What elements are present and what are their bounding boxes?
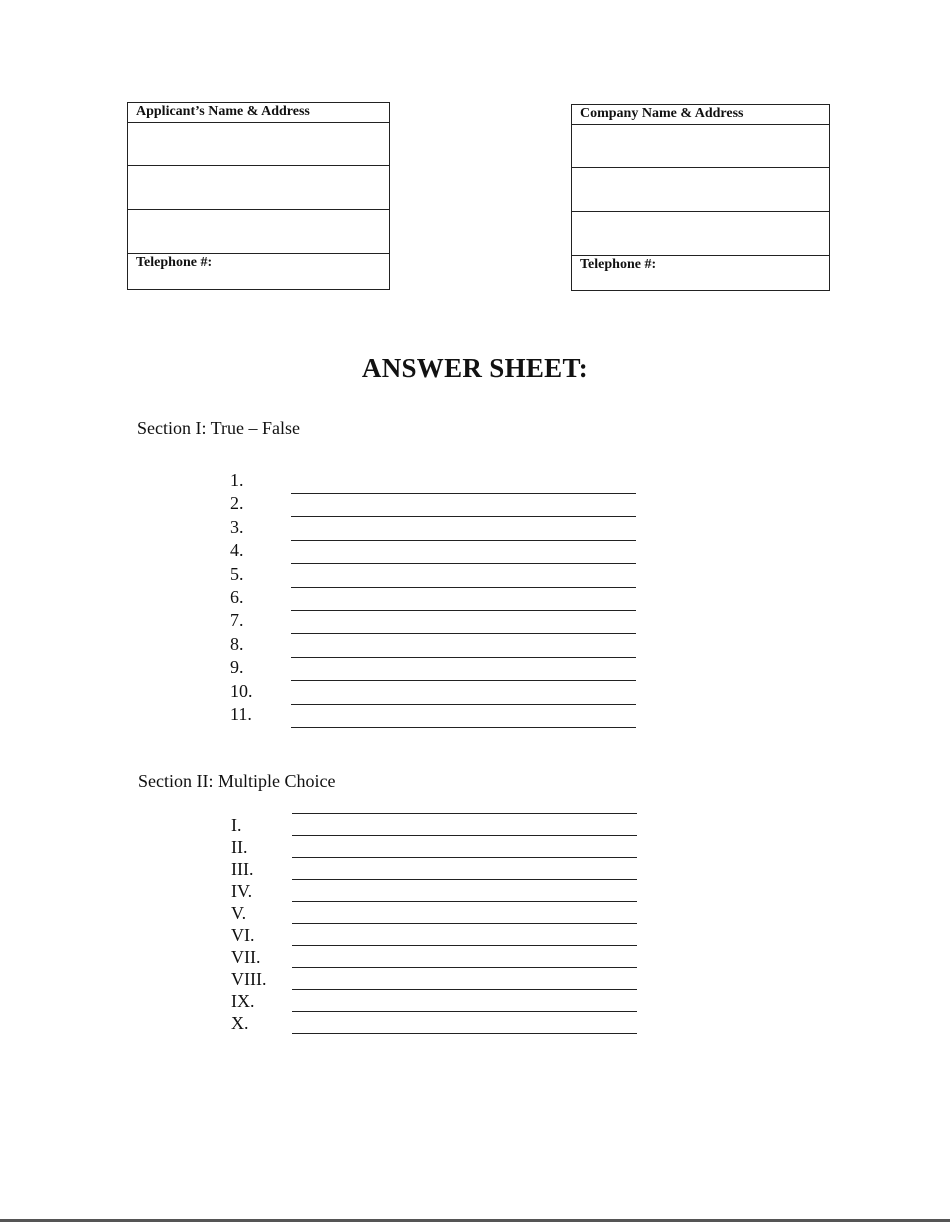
section-2-item-label: X. <box>231 1013 249 1033</box>
section-2-item-label: VIII. <box>231 969 267 989</box>
company-address-line-2[interactable] <box>572 167 829 212</box>
section-1-item-label: 7. <box>230 610 244 631</box>
section-1-answer-line[interactable] <box>291 680 636 681</box>
company-telephone-label: Telephone #: <box>580 257 657 272</box>
section-1-answer-line[interactable] <box>291 563 636 564</box>
section-1-answer-line[interactable] <box>291 704 636 705</box>
section-1-answer-line[interactable] <box>291 493 636 494</box>
section-2-answer-line[interactable] <box>292 923 637 924</box>
section-1-answer-line[interactable] <box>291 610 636 611</box>
section-2-answer-line[interactable] <box>292 1011 637 1012</box>
section-1-title: Section I: True – False <box>137 418 301 438</box>
company-address-line-1[interactable] <box>572 124 829 168</box>
section-2-answer-line[interactable] <box>292 1033 637 1034</box>
bottom-border <box>0 1219 950 1222</box>
section-1-answer-line[interactable] <box>291 516 636 517</box>
applicant-info-box <box>127 102 390 290</box>
section-2-answer-line[interactable] <box>292 857 637 858</box>
section-1-item-label: 6. <box>230 587 244 607</box>
section-2-answer-line[interactable] <box>292 835 637 836</box>
company-address-line-3[interactable] <box>572 211 829 256</box>
applicant-address-line-3[interactable] <box>128 209 389 254</box>
section-2-title: Section II: Multiple Choice <box>138 771 336 791</box>
section-1-item-label: 9. <box>230 657 244 678</box>
section-2-answer-line[interactable] <box>292 989 637 990</box>
section-1-item-label: 8. <box>230 633 244 654</box>
section-1-answer-line[interactable] <box>291 727 636 728</box>
section-1-answer-line[interactable] <box>291 587 636 588</box>
section-2-item-label: VI. <box>231 925 255 945</box>
company-info-box <box>571 104 830 291</box>
section-2-item-label: VII. <box>231 947 261 967</box>
section-2-item-label: IX. <box>231 991 255 1011</box>
section-1-item-label: 10. <box>230 680 253 701</box>
applicant-address-line-1[interactable] <box>128 122 389 166</box>
section-1-answer-line[interactable] <box>291 540 636 541</box>
company-header: Company Name & Address <box>572 105 829 125</box>
section-2-item-label: I. <box>231 815 242 835</box>
section-2-answer-line[interactable] <box>292 813 637 814</box>
applicant-telephone-label: Telephone #: <box>136 255 213 270</box>
page-title: ANSWER SHEET: <box>361 353 589 383</box>
section-1-item-label: 2. <box>230 493 244 514</box>
section-1-answer-line[interactable] <box>291 657 636 658</box>
applicant-header: Applicant’s Name & Address <box>128 103 389 123</box>
section-2-item-label: IV. <box>231 881 253 901</box>
section-1-item-label: 5. <box>230 563 244 584</box>
section-2-answer-line[interactable] <box>292 879 637 880</box>
section-2-answer-line[interactable] <box>292 945 637 946</box>
section-1-item-label: 1. <box>230 470 244 490</box>
section-2-item-label: III. <box>231 859 254 879</box>
section-2-answer-line[interactable] <box>292 901 637 902</box>
section-1-item-label: 3. <box>230 516 244 537</box>
applicant-address-line-2[interactable] <box>128 165 389 210</box>
section-2-item-label: V. <box>231 903 247 923</box>
section-2-item-label: II. <box>231 837 248 857</box>
section-2-answer-line[interactable] <box>292 967 637 968</box>
section-1-answer-line[interactable] <box>291 633 636 634</box>
section-1-item-label: 4. <box>230 540 244 561</box>
section-1-item-label: 11. <box>230 704 252 724</box>
